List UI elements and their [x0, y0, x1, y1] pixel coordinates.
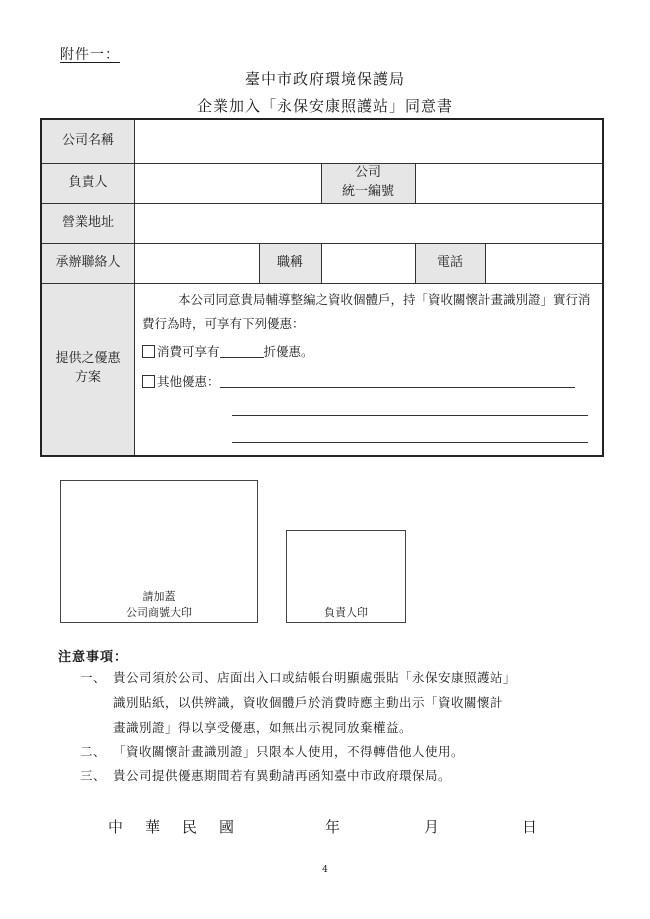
- responsible-person-label: 負責人: [42, 163, 134, 203]
- phone-label: 電話: [415, 243, 485, 283]
- offer-option-other: [142, 372, 575, 390]
- page-number: 4: [322, 865, 328, 875]
- grid-line: [134, 120, 135, 455]
- other-offer-label: 其他優惠：: [157, 374, 220, 389]
- date-month-label: 月: [424, 818, 440, 836]
- business-address-label: 營業地址: [42, 203, 134, 243]
- consent-form-table: [40, 118, 604, 457]
- contact-person-label: 承辦聯絡人: [42, 243, 134, 283]
- responsible-seal-box[interactable]: [286, 530, 406, 623]
- company-name-label: 公司名稱: [42, 120, 134, 163]
- grid-line: [321, 163, 322, 203]
- company-seal-line2: 公司商號大印: [126, 606, 192, 619]
- discount-suffix: 折優惠。: [263, 344, 314, 359]
- contact-person-field[interactable]: [134, 243, 259, 283]
- responsible-seal-label: 負責人印: [324, 606, 368, 619]
- grid-line: [42, 243, 602, 244]
- note-1-line1: 貴公司須於公司、店面出入口或結帳台明顯處張貼「永保安康照護站」: [113, 670, 517, 685]
- other-offer-blank-line[interactable]: [220, 375, 575, 388]
- discount-blank[interactable]: [220, 345, 264, 358]
- discount-prefix: 消費可享有: [157, 344, 220, 359]
- company-seal-box[interactable]: [60, 480, 258, 623]
- other-offer-checkbox[interactable]: [142, 375, 155, 388]
- offer-intro-text: 本公司同意貴局輔導整編之資收個體戶，持「資收關懷計畫識別證」實行消費行為時，可享有下列優惠：: [142, 292, 591, 331]
- business-address-field[interactable]: [134, 203, 602, 243]
- discount-checkbox[interactable]: [142, 345, 155, 358]
- grid-line: [42, 163, 602, 164]
- date-roc-char-3: 民: [182, 818, 198, 836]
- company-name-field[interactable]: [134, 120, 602, 163]
- grid-line: [259, 243, 260, 283]
- tax-id-label-line1: 公司: [354, 165, 381, 181]
- offer-label: [42, 283, 134, 455]
- grid-line: [485, 243, 486, 283]
- tax-id-field[interactable]: [415, 163, 602, 203]
- date-roc-char-1: 中: [108, 818, 124, 836]
- offer-label-line2: 方案: [74, 370, 101, 385]
- grid-line: [42, 203, 602, 204]
- other-offer-blank-line[interactable]: [232, 442, 588, 443]
- notes-title: 注意事項：: [58, 650, 129, 665]
- document-title: 企業加入「永保安康照護站」同意書: [196, 97, 453, 115]
- job-title-field[interactable]: [321, 243, 415, 283]
- job-title-label: 職稱: [259, 243, 321, 283]
- attachment-label: 附件一：: [60, 47, 120, 63]
- agency-title: 臺中市政府環境保護局: [244, 70, 405, 88]
- company-seal-line1: 請加蓋: [142, 590, 176, 603]
- note-1-line3: 畫識別證」得以享受優惠，如無出示視同放棄權益。: [113, 720, 413, 735]
- tax-id-label-line2: 統一編號: [341, 184, 394, 199]
- grid-line: [42, 283, 602, 284]
- note-2-text: 「資收關懷計畫識別證」只限本人使用，不得轉借他人使用。: [113, 744, 465, 759]
- date-roc-char-2: 華: [145, 818, 161, 836]
- date-roc-char-4: 國: [219, 818, 235, 836]
- grid-line: [321, 243, 322, 283]
- phone-field[interactable]: [485, 243, 602, 283]
- offer-label-line1: 提供之優惠: [55, 351, 121, 367]
- grid-line: [415, 243, 416, 283]
- note-2-number: 二、: [80, 744, 107, 759]
- other-offer-blank-line[interactable]: [232, 415, 588, 416]
- note-3-text: 貴公司提供優惠期間若有異動請再函知臺中市政府環保局。: [113, 768, 452, 783]
- date-day-label: 日: [522, 818, 538, 836]
- offer-option-discount: [142, 342, 314, 360]
- responsible-person-field[interactable]: [134, 163, 321, 203]
- date-year-label: 年: [325, 818, 341, 836]
- grid-line: [415, 163, 416, 203]
- note-3-number: 三、: [80, 768, 107, 783]
- note-1-number: 一、: [80, 670, 107, 685]
- note-1-line2: 識別貼紙，以供辨識，資收個體戶於消費時應主動出示「資收關懷計: [113, 695, 504, 710]
- tax-id-label: [321, 163, 415, 203]
